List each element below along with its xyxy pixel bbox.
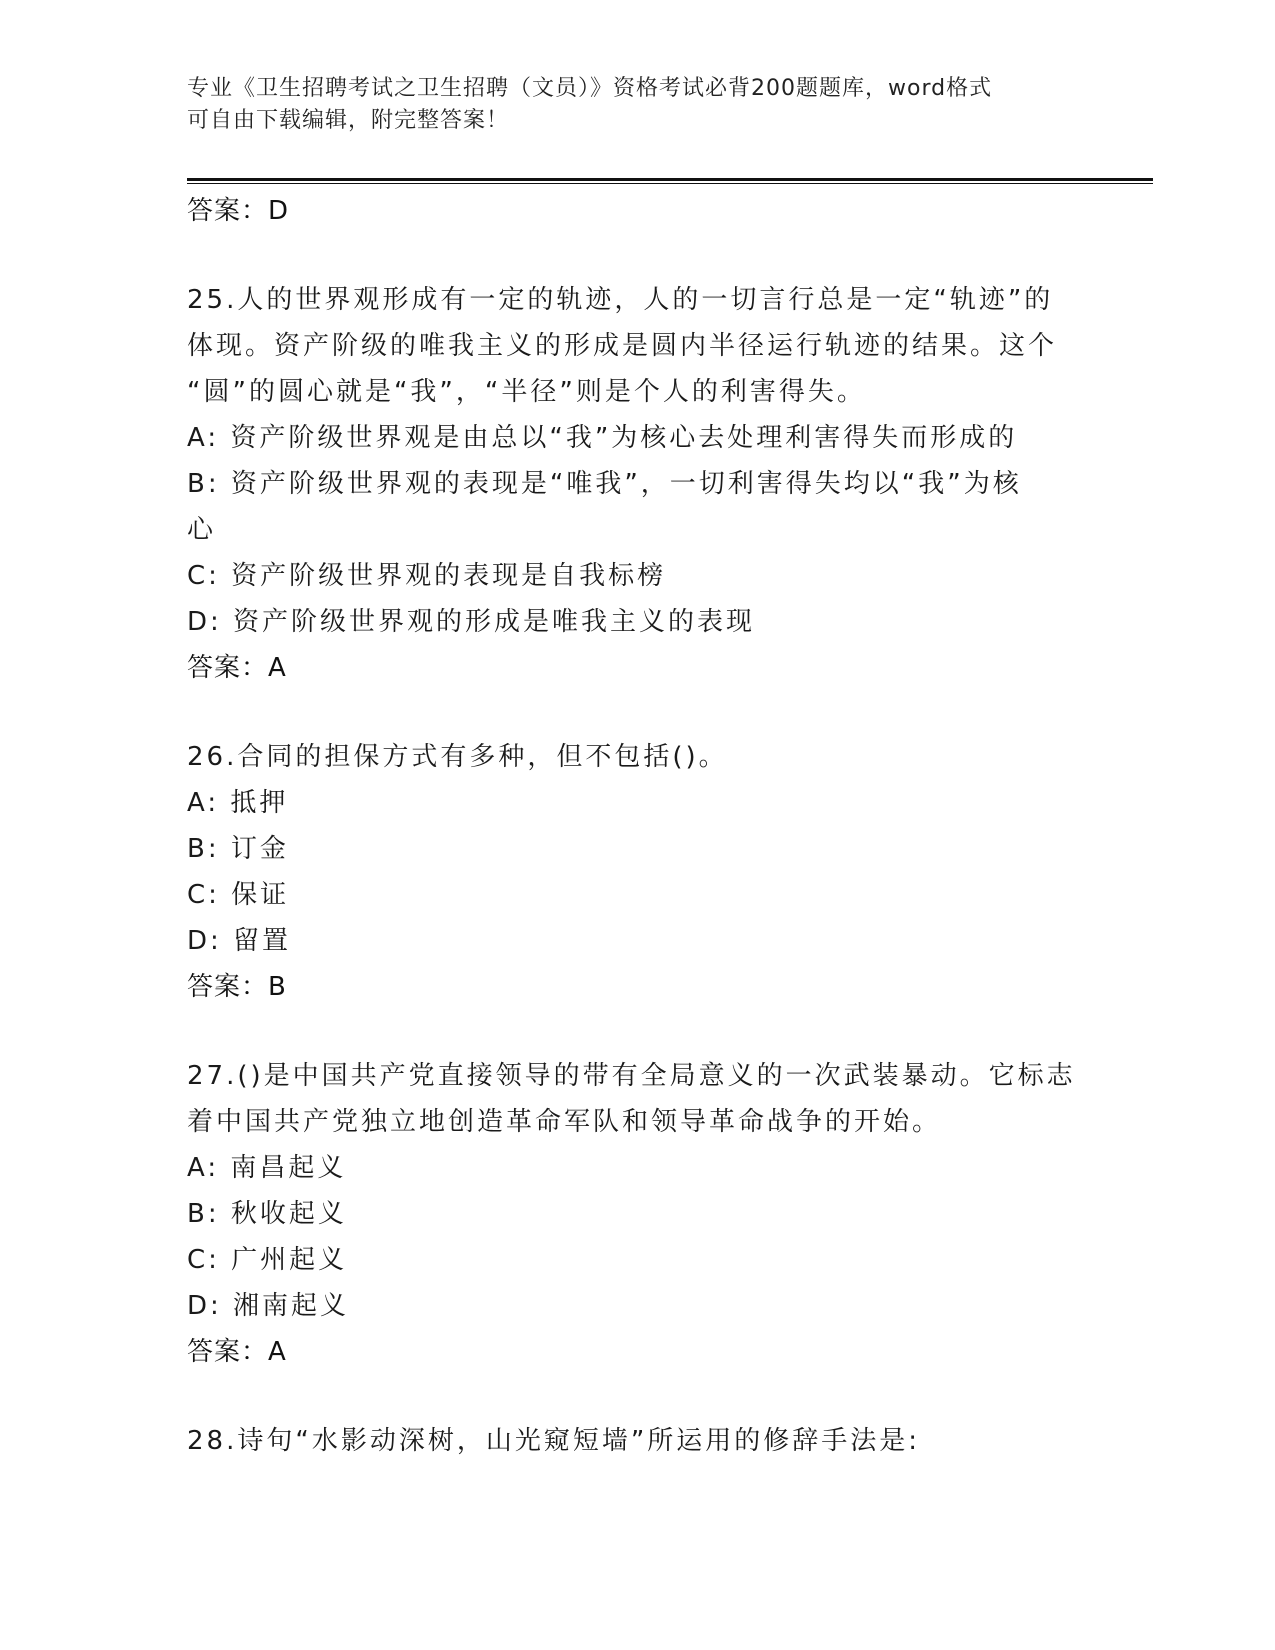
option-d: D: 湘南起义 xyxy=(187,1291,350,1321)
question-stem-line: 体现。资产阶级的唯我主义的形成是圆内半径运行轨迹的结果。这个 xyxy=(187,331,1058,361)
spacer xyxy=(187,691,1087,734)
header-rule-thick xyxy=(187,178,1153,181)
option-b: B: 资产阶级世界观的表现是“唯我”，一切利害得失均以“我”为核 xyxy=(187,469,1022,499)
option-a: A: 南昌起义 xyxy=(187,1153,347,1183)
option-b: B: 订金 xyxy=(187,834,289,864)
question-stem-line: “圆”的圆心就是“我”，“半径”则是个人的利害得失。 xyxy=(187,377,866,407)
question-27 xyxy=(187,1053,1076,1375)
header-line-1: 专业《卫生招聘考试之卫生招聘（文员）》资格考试必背200题题库，word格式 xyxy=(187,76,993,101)
question-stem-line: 28.诗句“水影动深树，山光窥短墙”所运用的修辞手法是: xyxy=(187,1426,921,1456)
previous-answer: 答案：D xyxy=(187,196,290,226)
question-stem-line: 着中国共产党独立地创造革命军队和领导革命战争的开始。 xyxy=(187,1107,942,1137)
option-c: C: 保证 xyxy=(187,880,290,910)
option-d: D: 留置 xyxy=(187,926,292,956)
question-stem-line: 25.人的世界观形成有一定的轨迹，人的一切言行总是一定“轨迹”的 xyxy=(187,285,1054,315)
option-c: C: 广州起义 xyxy=(187,1245,348,1275)
document-body xyxy=(187,188,1087,1464)
question-stem-line: 26.合同的担保方式有多种，但不包括()。 xyxy=(187,742,728,772)
answer: 答案：B xyxy=(187,972,287,1002)
question-28 xyxy=(187,1418,1067,1464)
option-a: A: 资产阶级世界观是由总以“我”为核心去处理利害得失而形成的 xyxy=(187,423,1018,453)
option-b-continued: 心 xyxy=(187,515,217,545)
option-d: D: 资产阶级世界观的形成是唯我主义的表现 xyxy=(187,607,756,637)
question-25 xyxy=(187,277,1067,691)
option-a: A: 抵押 xyxy=(187,788,289,818)
spacer xyxy=(187,234,1087,277)
option-b: B: 秋收起义 xyxy=(187,1199,347,1229)
answer: 答案：A xyxy=(187,1337,287,1367)
header-rule-thin xyxy=(187,183,1153,184)
document-header xyxy=(187,73,1077,137)
spacer xyxy=(187,1375,1087,1418)
spacer xyxy=(187,1010,1087,1053)
question-stem-line: 27.()是中国共产党直接领导的带有全局意义的一次武装暴动。它标志 xyxy=(187,1061,1076,1091)
option-c: C: 资产阶级世界观的表现是自我标榜 xyxy=(187,561,667,591)
header-line-2: 可自由下载编辑，附完整答案！ xyxy=(187,108,510,133)
question-26 xyxy=(187,734,1067,1010)
answer: 答案：A xyxy=(187,653,287,683)
